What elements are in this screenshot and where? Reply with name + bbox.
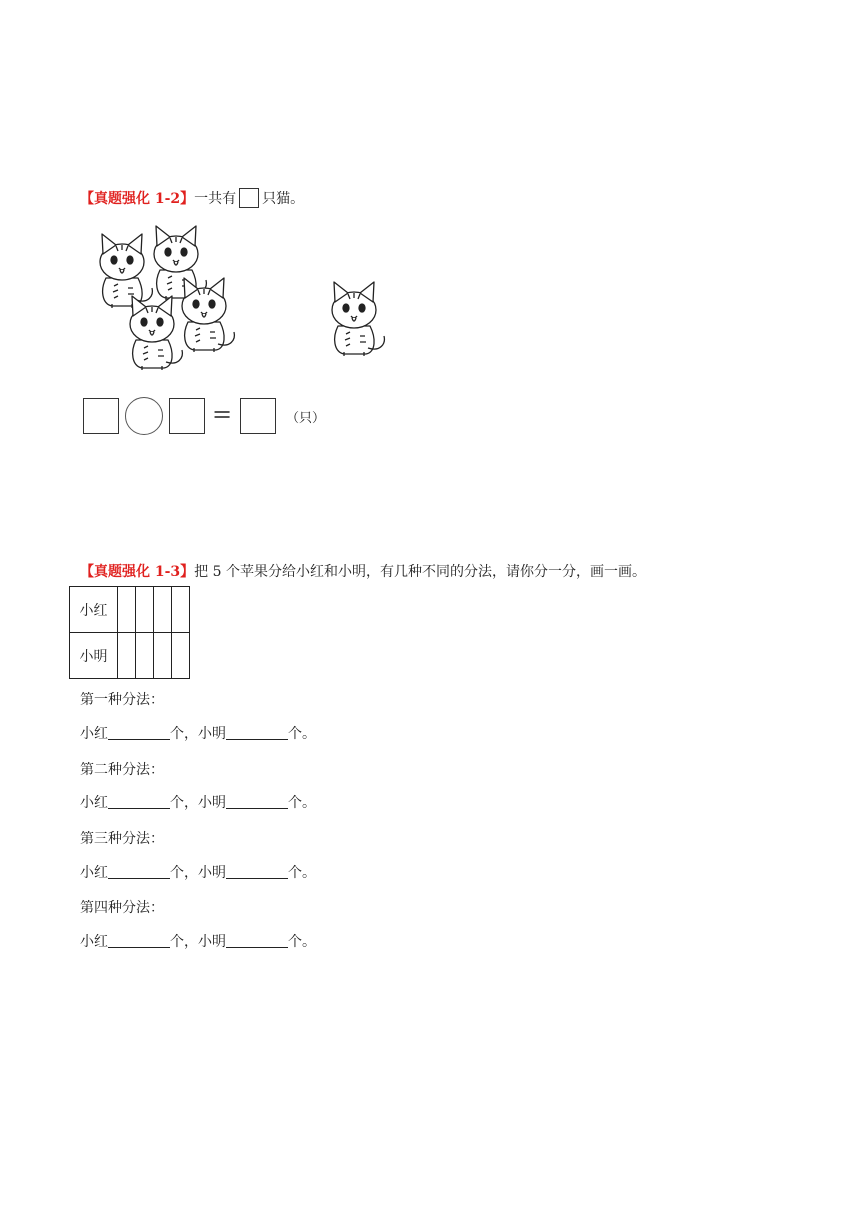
table-cell[interactable] <box>136 633 154 679</box>
method-3-title: 第三种分法： <box>80 831 164 847</box>
separator-text: 个，小明 <box>170 795 226 811</box>
equals-sign: = <box>212 400 233 428</box>
method-2-answer <box>80 792 316 812</box>
table-cell[interactable] <box>154 587 172 633</box>
question-text-after: 只猫。 <box>262 191 305 207</box>
method-3-answer <box>80 862 316 882</box>
answer-blank[interactable] <box>108 794 170 809</box>
table-cell[interactable] <box>172 587 190 633</box>
table-cell[interactable] <box>136 587 154 633</box>
cats-illustration <box>84 222 388 382</box>
question-1-3-header <box>80 563 646 581</box>
method-4-answer <box>80 931 316 951</box>
answer-blank[interactable] <box>226 933 288 948</box>
question-tag: 【真题强化 1-3】 <box>80 564 195 580</box>
equation-box-2[interactable] <box>169 398 205 434</box>
separator-text: 个，小明 <box>170 726 226 742</box>
method-4-title: 第四种分法： <box>80 900 164 916</box>
question-text: 把 5 个苹果分给小红和小明，有几种不同的分法，请你分一分，画一画。 <box>194 564 646 580</box>
separator-text: 个，小明 <box>170 934 226 950</box>
equation-box-1[interactable] <box>83 398 119 434</box>
name-label: 小红 <box>80 865 108 881</box>
answer-blank[interactable] <box>108 933 170 948</box>
method-1-title: 第一种分法： <box>80 692 164 708</box>
cat-5 <box>332 282 384 356</box>
cat-3 <box>182 278 234 352</box>
unit-label: （只） <box>286 411 326 426</box>
table-cell[interactable] <box>118 587 136 633</box>
question-1-2-header <box>80 188 304 208</box>
method-1-answer <box>80 723 316 743</box>
answer-blank[interactable] <box>226 794 288 809</box>
end-text: 个。 <box>288 726 316 742</box>
name-label: 小红 <box>80 726 108 742</box>
table-cell[interactable] <box>118 633 136 679</box>
row-label-xiaoming: 小明 <box>70 633 118 679</box>
name-label: 小红 <box>80 934 108 950</box>
table-row <box>70 633 190 679</box>
operator-circle[interactable] <box>125 397 163 435</box>
question-tag: 【真题强化 1-2】 <box>80 191 195 207</box>
split-table <box>69 586 190 679</box>
answer-blank[interactable] <box>226 864 288 879</box>
question-text-before: 一共有 <box>194 191 237 207</box>
end-text: 个。 <box>288 865 316 881</box>
answer-box[interactable] <box>239 188 259 208</box>
answer-blank[interactable] <box>226 725 288 740</box>
equation-result-box[interactable] <box>240 398 276 434</box>
row-label-xiaohong: 小红 <box>70 587 118 633</box>
table-cell[interactable] <box>154 633 172 679</box>
answer-blank[interactable] <box>108 725 170 740</box>
table-cell[interactable] <box>172 633 190 679</box>
end-text: 个。 <box>288 795 316 811</box>
end-text: 个。 <box>288 934 316 950</box>
method-2-title: 第二种分法： <box>80 762 164 778</box>
answer-blank[interactable] <box>108 864 170 879</box>
name-label: 小红 <box>80 795 108 811</box>
cat-4 <box>130 296 182 370</box>
table-row <box>70 587 190 633</box>
separator-text: 个，小明 <box>170 865 226 881</box>
cat-1 <box>100 234 152 308</box>
